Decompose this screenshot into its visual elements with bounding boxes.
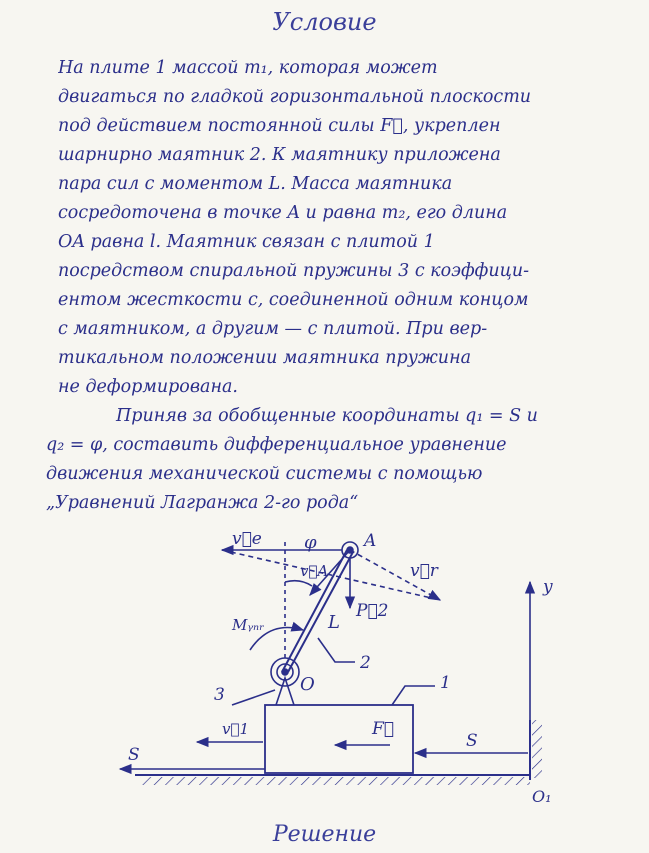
label-vr: v⃗r — [410, 561, 438, 581]
label-o: O — [300, 674, 315, 695]
angle-phi-arc — [285, 581, 312, 586]
text-line: с маятником, а другим — с плитой. При вер- — [58, 319, 488, 339]
text-line: не деформирована. — [58, 377, 238, 397]
label-o1: O₁ — [532, 787, 552, 806]
label-ve: v⃗e — [232, 529, 262, 549]
text-line: под действием постоянной силы F⃗, укреплен — [58, 116, 501, 136]
label-s-mid: S — [466, 731, 478, 751]
label-1: 1 — [440, 673, 451, 693]
task-line: q₂ = φ, составить дифференциальное уравнение — [46, 435, 507, 455]
hinge-support — [276, 678, 294, 705]
label-3: 3 — [214, 685, 225, 705]
task-line: движения механической системы с помощью — [46, 464, 483, 484]
label-v1: v⃗1 — [222, 720, 250, 738]
page-title: Условие — [272, 8, 377, 36]
text-line: пара сил с моментом L. Масса маятника — [58, 174, 453, 194]
label-p2: P⃗2 — [356, 601, 389, 621]
label-va: v⃗A — [300, 562, 329, 580]
problem-statement — [46, 54, 614, 518]
label-y: y — [543, 577, 553, 597]
label-l: L — [328, 612, 340, 633]
leader-2 — [318, 638, 355, 662]
leader-3 — [232, 690, 275, 705]
wall-hatch — [532, 720, 542, 778]
task-line: Приняв за обобщенные координаты q₁ = S и — [116, 406, 538, 426]
text-line: ентом жесткости c, соединенной одним концом — [58, 290, 529, 310]
text-line: OA равна l. Маятник связан с плитой 1 — [58, 232, 435, 252]
label-a: A — [364, 531, 377, 551]
text-line: сосредоточена в точке A и равна m₂, его длина — [58, 203, 508, 223]
mechanism-diagram — [0, 520, 649, 820]
leader-1 — [392, 686, 435, 705]
text-line: посредством спиральной пружины 3 с коэффици- — [58, 261, 530, 281]
solution-heading: Решение — [272, 822, 377, 847]
label-2: 2 — [360, 653, 371, 673]
text-line: На плите 1 массой m₁, которая может — [58, 58, 438, 78]
text-line: двигаться по гладкой горизонтальной плоскости — [58, 87, 532, 107]
task-line: „Уравнений Лагранжа 2-го рода“ — [46, 493, 359, 513]
ground-hatch — [140, 777, 530, 785]
label-f: F⃗ — [372, 719, 394, 739]
label-phi: φ — [304, 532, 317, 553]
text-line: тикальном положении маятника пружина — [58, 348, 472, 368]
text-line: шарнирно маятник 2. К маятнику приложена — [58, 145, 501, 165]
label-s-left: S — [128, 745, 140, 765]
label-mupr: Mᵧₙᵣ — [232, 616, 265, 634]
plate-1 — [265, 705, 413, 773]
